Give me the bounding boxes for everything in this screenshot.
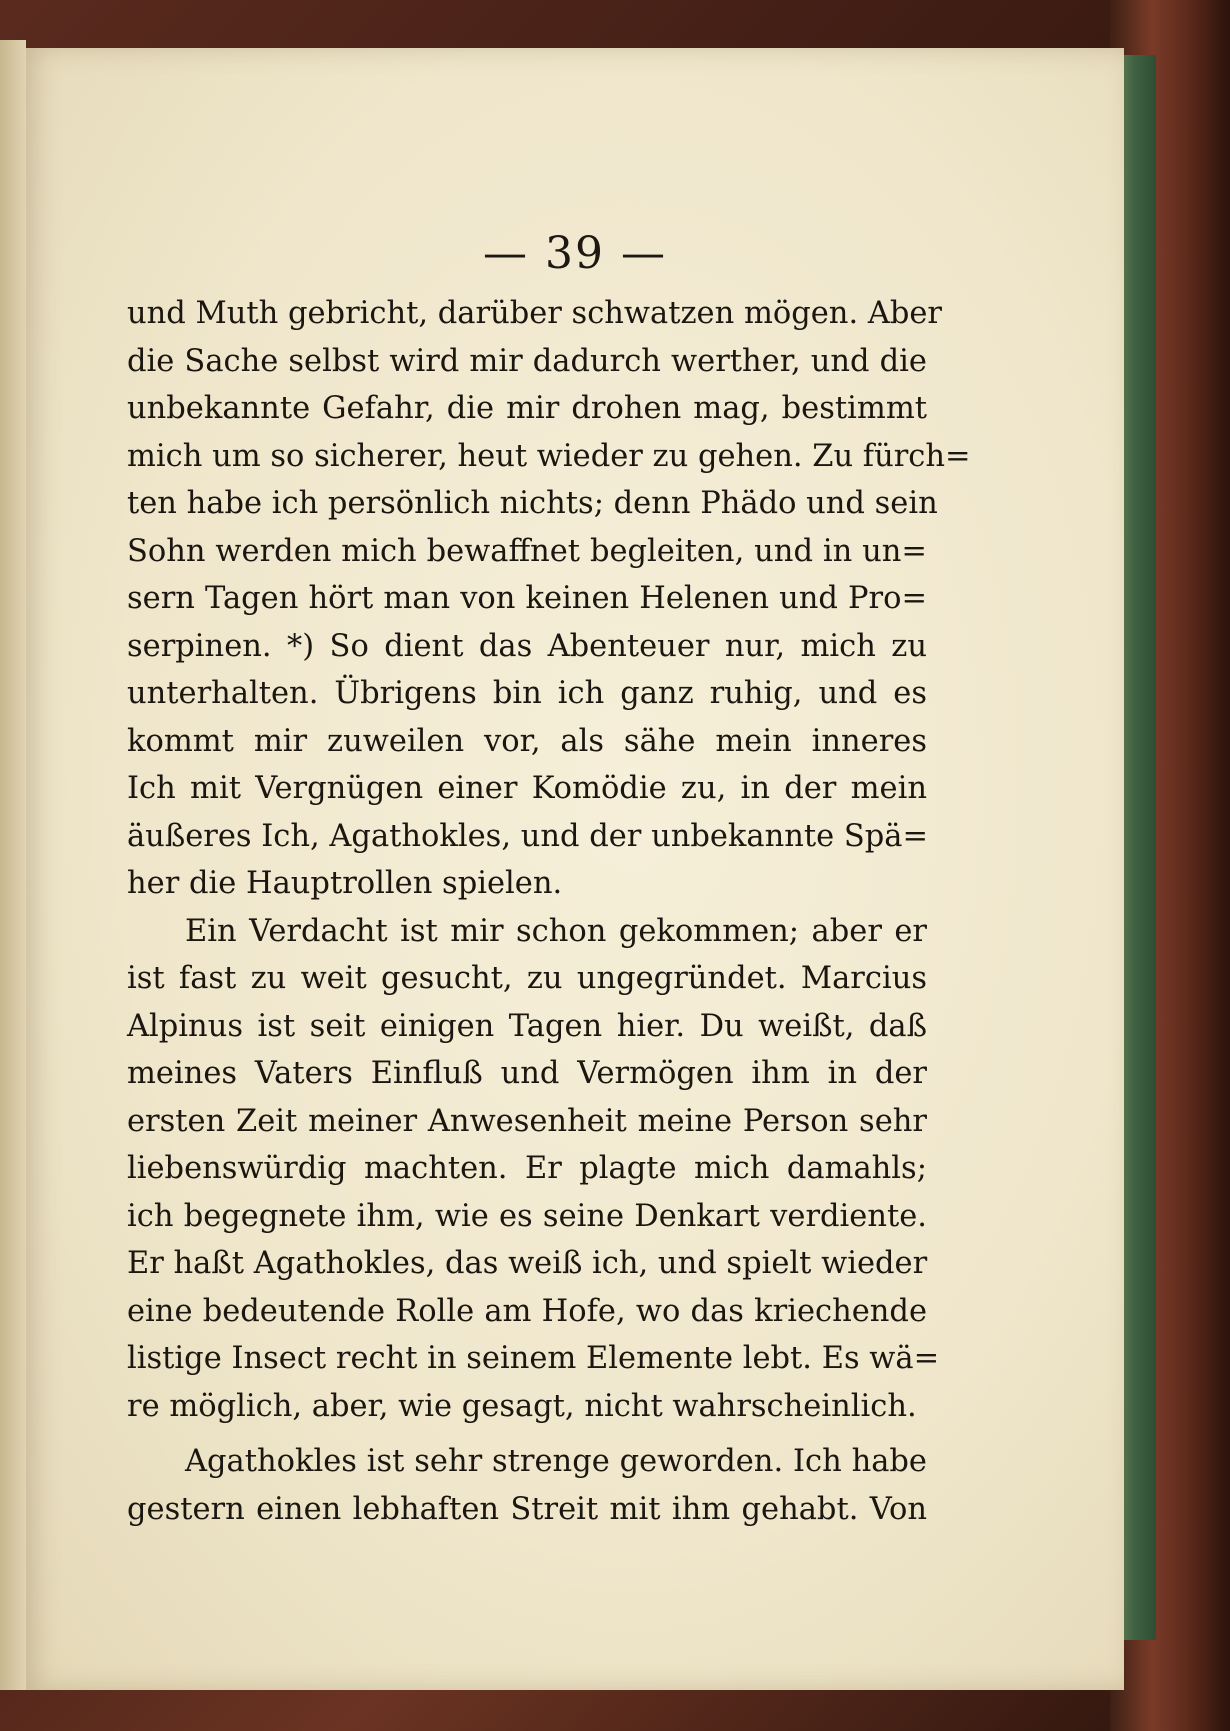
text-line: re möglich, aber, wie gesagt, nicht wahrscheinlich. (127, 1388, 917, 1424)
facing-page-sliver (0, 40, 26, 1690)
text-line: eine bedeutende Rolle am Hofe, wo das kriechende (127, 1293, 927, 1329)
text-line: Sohn werden mich bewaffnet begleiten, und in un= (127, 533, 927, 569)
text-line: sern Tagen hört man von keinen Helenen und Pro= (127, 581, 927, 616)
text-line: unbekannte Gefahr, die mir drohen mag, bestimmt (127, 391, 927, 426)
text-line: Agathokles ist sehr strenge geworden. Ich habe (185, 1444, 927, 1479)
text-line: Ein Verdacht ist mir schon gekommen; aber er (185, 913, 927, 949)
text-line: her die Hauptrollen spielen. (127, 866, 563, 901)
text-line: listige Insect recht in seinem Elemente lebt. Es wä= (127, 1341, 940, 1376)
text-line: unterhalten. Übrigens bin ich ganz ruhig, und es (127, 676, 927, 711)
text-line: die Sache selbst wird mir dadurch werther, und die (127, 343, 927, 379)
text-line: ich begegnete ihm, wie es seine Denkart verdiente. (127, 1198, 927, 1234)
text-line: Alpinus ist seit einigen Tagen hier. Du weißt, daß (127, 1008, 927, 1044)
paragraph-gap (127, 1430, 927, 1438)
text-line: äußeres Ich, Agathokles, und der unbekannte Spä= (127, 818, 929, 854)
body-text (127, 290, 971, 1533)
page-edges (1120, 55, 1156, 1640)
text-line: ten habe ich persönlich nichts; denn Phädo und sein (127, 486, 938, 521)
book-page (26, 48, 1124, 1690)
text-line: und Muth gebricht, darüber schwatzen mögen. Aber (127, 296, 943, 331)
text-line: Er haßt Agathokles, das weiß ich, und spielt wieder (127, 1246, 928, 1281)
text-line: meines Vaters Einfluß und Vermögen ihm in der (127, 1056, 927, 1091)
page-number: — 39 — (483, 228, 667, 279)
text-line: gestern einen lebhaften Streit mit ihm gehabt. Von (127, 1491, 927, 1527)
text-line: mich um so sicherer, heut wieder zu gehen. Zu fürch= (127, 438, 971, 474)
text-line: Ich mit Vergnügen einer Komödie zu, in der mein (127, 771, 927, 806)
text-line: liebenswürdig machten. Er plagte mich damahls; (127, 1151, 927, 1186)
text-line: ist fast zu weit gesucht, zu ungegründet. Marcius (127, 961, 927, 996)
text-line: kommt mir zuweilen vor, als sähe mein inneres (127, 723, 927, 759)
text-line: serpinen. *) So dient das Abenteuer nur, mich zu (127, 628, 927, 664)
text-line: ersten Zeit meiner Anwesenheit meine Person sehr (127, 1103, 927, 1139)
